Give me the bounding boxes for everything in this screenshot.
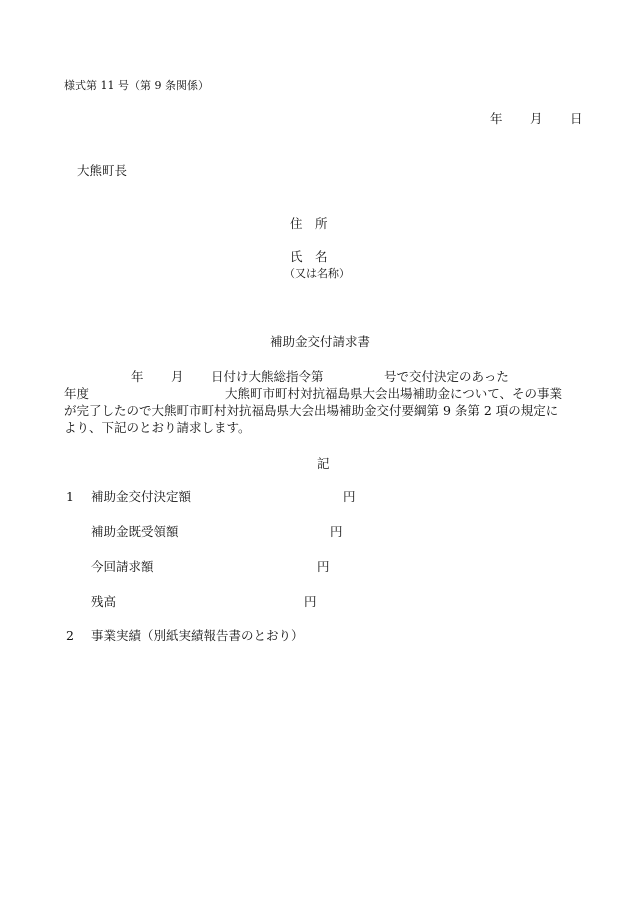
form-number: 様式第 11 号（第 9 条関係） bbox=[64, 79, 209, 92]
applicant-address-label: 住 所 bbox=[290, 216, 328, 231]
date-day-label: 日 bbox=[570, 111, 583, 126]
body-line1-suffix: 号で交付決定のあった bbox=[384, 369, 509, 384]
item1-number: 1 bbox=[66, 489, 74, 504]
body-month-label: 月 bbox=[171, 369, 184, 384]
item2-number: 2 bbox=[66, 628, 74, 643]
body-year-label: 年 bbox=[131, 369, 144, 384]
date-month-label: 月 bbox=[530, 111, 543, 126]
balance-unit: 円 bbox=[304, 594, 317, 609]
ki-label: 記 bbox=[317, 456, 330, 471]
already-received-unit: 円 bbox=[330, 524, 343, 539]
applicant-name-note: （又は名称） bbox=[284, 267, 350, 280]
item2-label: 事業実績（別紙実績報告書のとおり） bbox=[91, 628, 304, 643]
body-line1-text: 日付け大熊総指令第 bbox=[211, 369, 324, 384]
current-request-unit: 円 bbox=[317, 559, 330, 574]
body-line3: が完了したので大熊町市町村対抗福島県大会出場補助金交付要綱第 9 条第 2 項の規定に bbox=[64, 403, 559, 418]
applicant-name-label: 氏 名 bbox=[290, 249, 328, 264]
balance-label: 残高 bbox=[91, 594, 117, 609]
body-line4: より、下記のとおり請求します。 bbox=[64, 420, 251, 435]
addressee: 大熊町長 bbox=[77, 163, 128, 178]
body-line2-text: 大熊町市町村対抗福島県大会出場補助金について、その事業 bbox=[225, 386, 563, 401]
body-fiscal-year-label: 年度 bbox=[64, 386, 90, 401]
item1-unit: 円 bbox=[343, 489, 356, 504]
current-request-label: 今回請求額 bbox=[91, 559, 154, 574]
document-title: 補助金交付請求書 bbox=[270, 334, 371, 349]
already-received-label: 補助金既受領額 bbox=[91, 524, 179, 539]
date-year-label: 年 bbox=[490, 111, 503, 126]
item1-label: 補助金交付決定額 bbox=[91, 489, 192, 504]
